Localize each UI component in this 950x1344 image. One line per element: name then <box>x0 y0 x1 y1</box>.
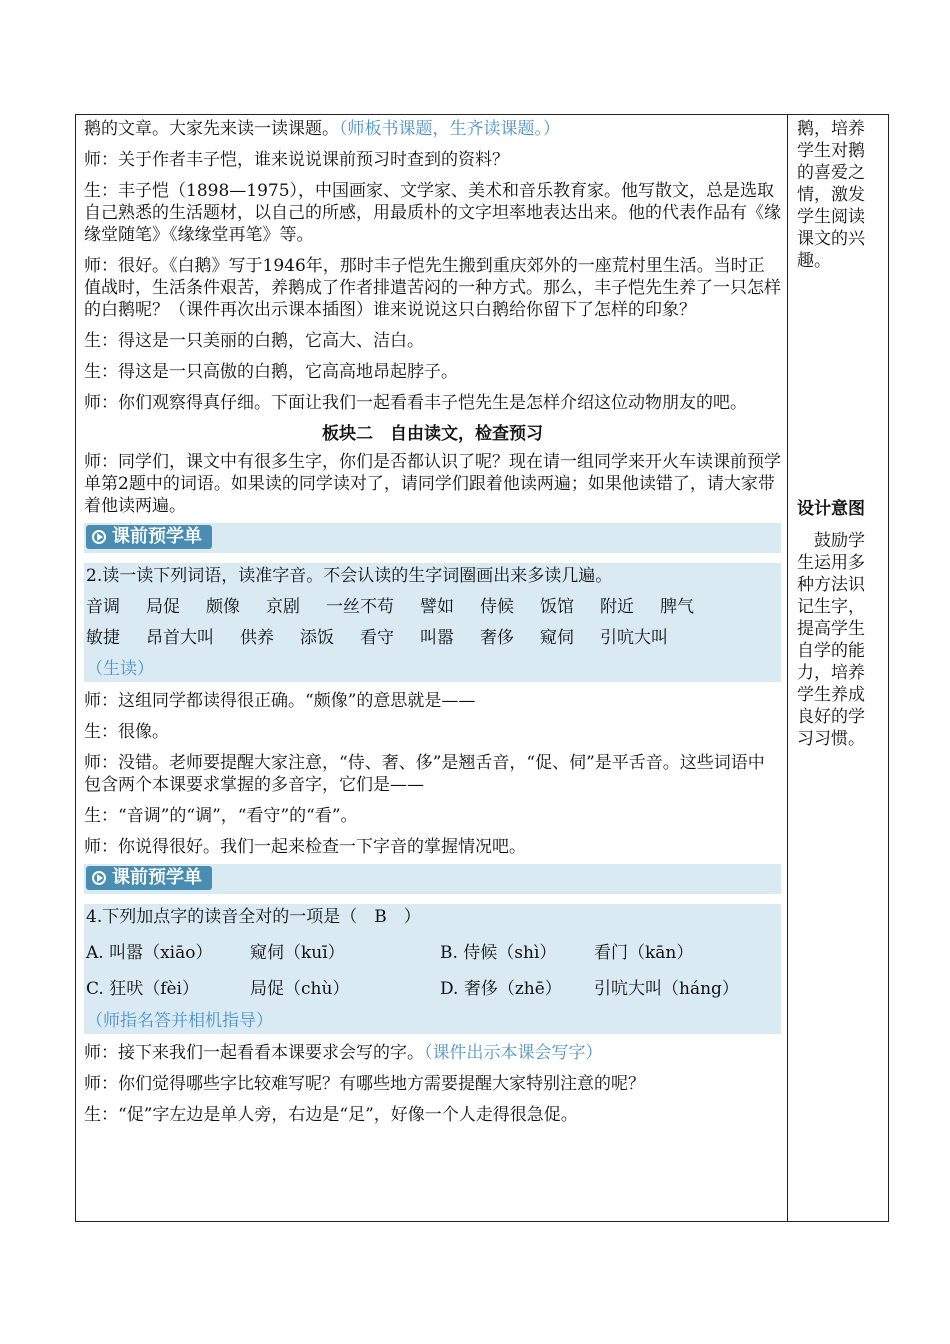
box2-question: 4.下列加点字的读音全对的一项是（ B ） <box>86 907 421 927</box>
para-2: 师：关于作者丰子恺，谁来说说课前预习时查到的资料？ <box>84 150 509 170</box>
side-title: 设计意图 <box>797 499 865 519</box>
para-mid-2: 生：很像。 <box>84 722 169 742</box>
para-4: 师：很好。《白鹅》写于1946年，那时丰子恺先生搬到重庆郊外的一座荒村里生活。当时正值战时，生活条件艰苦，养鹅成了作者排遣苦闷的一种方式。那么，丰子恺先生养了一只怎样的白鹅呢？（课件再次出示课本插图）谁来说说这只白鹅给你留下了怎样的印象？ <box>84 256 781 320</box>
para-3: 生：丰子恺（1898—1975），中国画家、文学家、美术和音乐教育家。他写散文，总是选取自己熟悉的生活题材，以自己的所感，用最质朴的文字坦率地表达出来。他的代表作品有《缘缘堂随笔》《缘缘堂再笔》等。 <box>84 181 781 245</box>
para-bottom-1: 师：接下来我们一起看看本课要求会写的字。（课件出示本课会写字） <box>84 1043 603 1063</box>
para-mid-3: 师：没错。老师要提醒大家注意，“侍、奢、侈”是翘舌音，“促、伺”是平舌音。这些词语中包含两个本课要求掌握的多音字，它们是—— <box>84 753 765 795</box>
prestudy-box-1 <box>84 563 781 682</box>
box2-note: （师指名答并相机指导） <box>86 1011 273 1031</box>
para-mid-4: 生：“音调”的“调”，“看守”的“看”。 <box>84 806 358 826</box>
option-c2: 局促（chù） <box>250 979 350 999</box>
option-a1: A. 叫嚣（xiāo） <box>86 943 213 963</box>
option-c1: C. 狂吠（fèi） <box>86 979 199 999</box>
option-a2: 窥伺（kuī） <box>250 943 345 963</box>
side-body: 鼓励学生运用多种方法识记生字，提高学生自学的能力，培养学生养成良好的学习习惯。 <box>797 531 865 749</box>
play-icon <box>92 530 106 544</box>
option-row-cd <box>86 978 779 1000</box>
prestudy-tag-2: 课前预学单 <box>86 866 212 890</box>
box1-question: 2.读一读下列词语，读准字音。不会认读的生字词圈画出来多读几遍。 <box>86 566 613 586</box>
option-row-ab <box>86 942 779 964</box>
option-b2: 看门（kān） <box>594 943 694 963</box>
para-section: 师：同学们，课文中有很多生字，你们是否都认识了呢？现在请一组同学来开火车读课前预学单第2题中的词语。如果读的同学读对了，请同学们跟着他读两遍；如果他读错了，请大家带着他读两遍。 <box>84 452 781 516</box>
column-divider <box>787 114 788 1222</box>
main-column <box>84 118 781 1126</box>
section-title: 板块二 自由读文，检查预习 <box>322 424 543 444</box>
play-icon <box>92 871 106 885</box>
para-mid-1: 师：这组同学都读得很正确。“颇像”的意思就是—— <box>84 691 476 711</box>
para-mid-5: 师：你说得很好。我们一起来检查一下字音的掌握情况吧。 <box>84 837 526 857</box>
para-bottom-3: 生：“促”字左边是单人旁，右边是“足”，好像一个人走得很急促。 <box>84 1105 578 1125</box>
para-bottom-2: 师：你们觉得哪些字比较难写呢？有哪些地方需要提醒大家特别注意的呢？ <box>84 1074 645 1094</box>
para-5: 生：得这是一只美丽的白鹅，它高大、洁白。 <box>84 331 424 351</box>
word-row-1: 音调 局促 颇像 京剧 一丝不苟 譬如 侍候 饭馆 附近 脾气 <box>86 597 694 617</box>
side-top-text: 鹅，培养学生对鹅的喜爱之情，激发学生阅读课文的兴趣。 <box>797 119 865 271</box>
prestudy-tag: 课前预学单 <box>86 525 212 549</box>
box1-note: （生读） <box>86 659 154 679</box>
option-b1: B. 侍候（shì） <box>440 943 557 963</box>
option-d2: 引吭大叫（háng） <box>594 979 739 999</box>
option-d1: D. 奢侈（zhē） <box>440 979 562 999</box>
word-row-2: 敏捷 昂首大叫 供养 添饭 看守 叫嚣 奢侈 窥伺 引吭大叫 <box>86 628 668 648</box>
para-7: 师：你们观察得真仔细。下面让我们一起看看丰子恺先生是怎样介绍这位动物朋友的吧。 <box>84 393 747 413</box>
para-1: 鹅的文章。大家先来读一读课题。（师板书课题，生齐读课题。） <box>84 119 560 139</box>
para-6: 生：得这是一只高傲的白鹅，它高高地昂起脖子。 <box>84 362 458 382</box>
prestudy-header-2 <box>84 864 781 894</box>
prestudy-box-2 <box>84 904 781 1034</box>
side-column <box>797 118 875 749</box>
prestudy-header-1 <box>84 523 781 553</box>
